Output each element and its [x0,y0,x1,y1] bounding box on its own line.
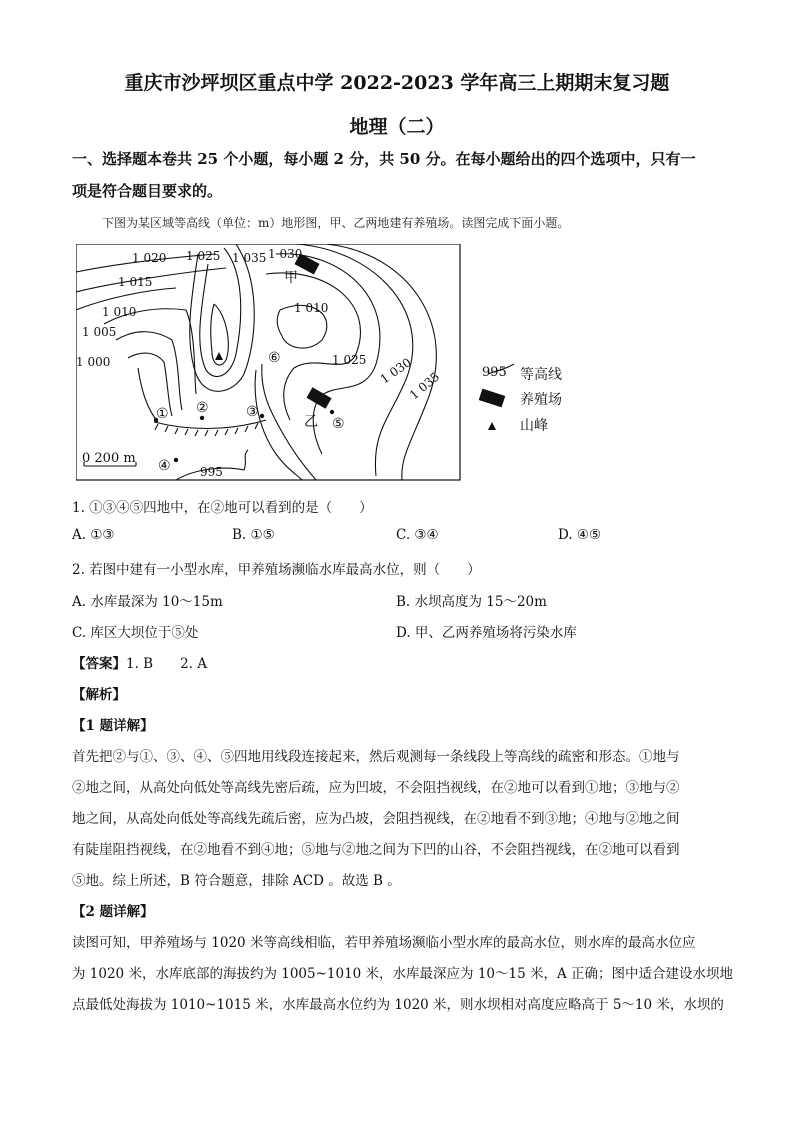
question-2-option-c[interactable]: C. 库区大坝位于⑤处 [72,625,199,641]
detail-1-line: ②地之间，从高处向低处等高线先密后疏，应为凹坡，不会阻挡视线，在②地可以看到①地；③地与② [72,780,680,796]
contour-label: 1 015 [118,275,153,289]
contour-label: 995 [200,465,223,479]
analysis-label: 【解析】 [72,687,126,703]
contour-label: 1 035 [406,369,443,403]
contour-label: 1 010 [294,301,329,315]
point-label-3: ③ [246,404,259,420]
detail-1-line: 有陡崖阻挡视线，在②地看不到④地；⑤地与②地之间为下凹的山谷，不会阻挡视线，在②地可以看到 [72,842,680,858]
contour-label: 1 025 [186,249,221,263]
detail-1-line: ⑤地。综上所述，B 符合题意，排除 ACD 。故选 B 。 [72,873,401,889]
point-label-2: ② [196,400,209,416]
point-label-4: ④ [158,458,171,474]
map-legend [479,364,562,434]
detail-1-line: 首先把②与①、③、④、⑤四地用线段连接起来，然后观测每一条线段上等高线的疏密和形态。①地与 [72,749,680,765]
question-1-option-c[interactable]: C. ③④ [396,527,439,543]
place-label-jia: 甲 [284,270,298,286]
question-2-option-a[interactable]: A. 水库最深为 10～15m [72,594,223,610]
question-2-option-d[interactable]: D. 甲、乙两养殖场将污染水库 [396,625,577,641]
scale-label: 0 200 m [82,451,136,466]
contour-label: 1 030 [268,247,303,261]
legend-contour-label: 等高线 [520,367,562,383]
detail-2-line: 读图可知，甲养殖场与 1020 米等高线相临，若甲养殖场濒临小型水库的最高水位，则水库的最高水位应 [72,935,696,951]
question-2-stem: 2. 若图中建有一小型水库，甲养殖场濒临水库最高水位，则（ ） [72,562,481,578]
point-label-6: ⑥ [268,350,281,366]
contour-label: 1 020 [132,251,167,265]
contour-label: 1 005 [82,325,117,339]
document-title: 重庆市沙坪坝区重点中学 2022-2023 学年高三上期期末复习题 [124,72,670,94]
contour-label: 1 010 [102,305,137,319]
legend-farm-icon [479,389,506,408]
document-subtitle: 地理（二） [349,116,445,138]
point-2-dot [200,416,204,420]
question-1-option-a[interactable]: A. ①③ [72,527,115,543]
detail-1-line: 地之间，从高处向低处等高线先疏后密，应为凸坡，会阻挡视线，在②地看不到③地；④地与②地之间 [72,811,680,827]
legend-peak-icon [488,422,496,430]
answer-text: 1. B 2. A [126,656,208,672]
detail-2-label: 【2 题详解】 [72,904,154,920]
point-label-5: ⑤ [332,416,345,432]
legend-peak-label: 山峰 [520,418,548,434]
point-4-dot [174,458,178,462]
detail-2-line: 点最低处海拔为 1010~1015 米，水库最高水位约为 1020 米，则水坝相对高度应略高于 5～10 米，水坝的 [72,997,724,1013]
contour-label: 1 035 [232,251,267,265]
point-label-1: ① [156,406,169,422]
point-5-dot [330,410,334,414]
contour-label: 1 025 [332,353,367,367]
place-label-yi: 乙 [304,414,318,430]
section-instruction-line-1: 一、选择题本卷共 25 个小题，每小题 2 分，共 50 分。在每小题给出的四个选项中，只有一 [72,150,696,168]
legend-farm-label: 养殖场 [520,392,562,408]
section-instruction-line-2: 项是符合题目要求的。 [72,182,223,200]
contour-map [76,244,716,488]
point-3-dot [260,414,264,418]
detail-1-label: 【1 题详解】 [72,718,154,734]
question-1-option-d[interactable]: D. ④⑤ [558,527,602,543]
detail-2-line: 为 1020 米，水库底部的海拔约为 1005~1010 米，水库最深应为 10～15 米，A 正确；图中适合建设水坝地 [72,966,734,982]
answer-label: 【答案】 [72,656,126,672]
contour-label: 1 000 [76,355,111,369]
question-intro: 下图为某区域等高线（单位：m）地形图，甲、乙两地建有养殖场。读图完成下面小题。 [102,216,570,230]
question-1-option-b[interactable]: B. ①⑤ [232,527,275,543]
legend-contour-value: 995 [482,365,507,380]
answer-line [72,652,207,672]
question-2-option-b[interactable]: B. 水坝高度为 15～20m [396,594,547,610]
contour-label: 1 030 [377,355,414,387]
question-1-stem: 1. ①③④⑤四地中，在②地可以看到的是（ ） [72,500,373,516]
